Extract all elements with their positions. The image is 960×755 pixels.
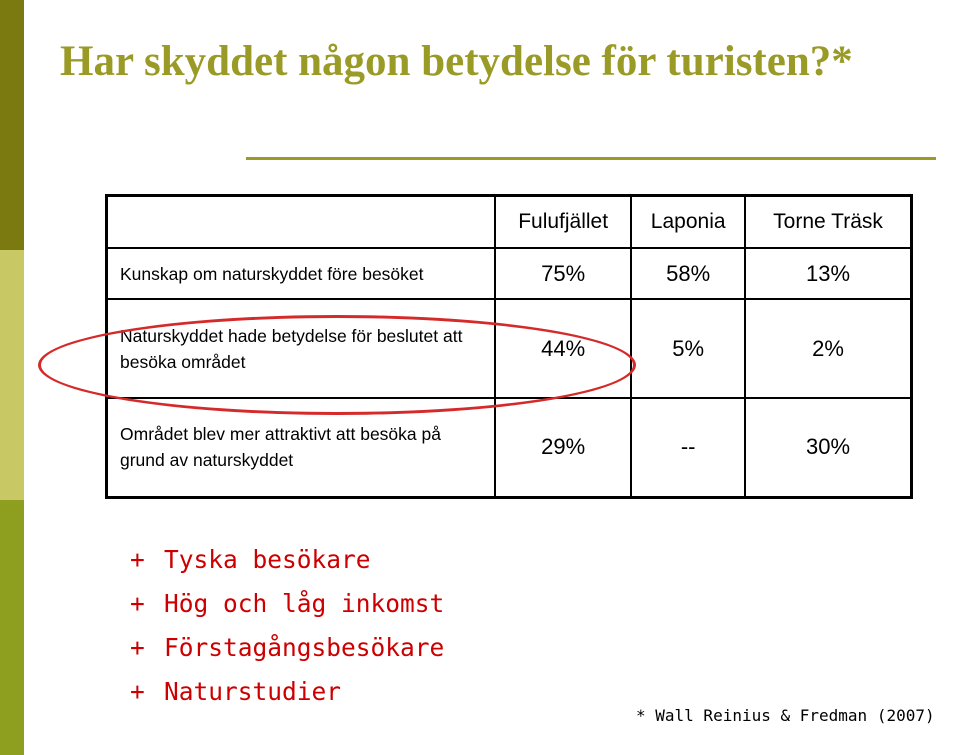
bullet-text: Tyska besökare [164, 545, 371, 574]
bullet-text: Förstagångsbesökare [164, 633, 445, 662]
plus-bullet-icon: + [130, 633, 145, 662]
row-label: Området blev mer attraktivt att besöka på grund av naturskyddet [107, 398, 496, 498]
source-footnote: * Wall Reinius & Fredman (2007) [636, 706, 935, 725]
table-cell: 44% [495, 299, 631, 398]
column-header: Torne Träsk [745, 196, 911, 249]
table-header-row [107, 196, 912, 249]
sidebar-bar-light [0, 250, 24, 500]
sidebar-bar-dark [0, 0, 24, 250]
sidebar-bar-bottom [0, 500, 24, 755]
title-underline [246, 157, 936, 160]
table-corner-cell [107, 196, 496, 249]
bullet-list [130, 538, 444, 714]
table-row [107, 248, 912, 299]
table-cell: 58% [631, 248, 745, 299]
list-item [130, 582, 444, 626]
column-header: Fulufjället [495, 196, 631, 249]
list-item [130, 670, 444, 714]
plus-bullet-icon: + [130, 677, 145, 706]
list-item [130, 626, 444, 670]
list-item [130, 538, 444, 582]
table-cell: 2% [745, 299, 911, 398]
table-cell: 29% [495, 398, 631, 498]
bullet-text: Hög och låg inkomst [164, 589, 445, 618]
survey-table [105, 194, 913, 499]
plus-bullet-icon: + [130, 589, 145, 618]
table-row [107, 398, 912, 498]
table-cell: -- [631, 398, 745, 498]
table-cell: 13% [745, 248, 911, 299]
column-header: Laponia [631, 196, 745, 249]
table-row [107, 299, 912, 398]
row-label: Naturskyddet hade betydelse för beslutet att besöka området [107, 299, 496, 398]
slide-title: Har skyddet någon betydelse för turisten?* [60, 38, 853, 85]
plus-bullet-icon: + [130, 545, 145, 574]
bullet-text: Naturstudier [164, 677, 342, 706]
table-cell: 5% [631, 299, 745, 398]
table-cell: 75% [495, 248, 631, 299]
table-cell: 30% [745, 398, 911, 498]
row-label: Kunskap om naturskyddet före besöket [107, 248, 496, 299]
